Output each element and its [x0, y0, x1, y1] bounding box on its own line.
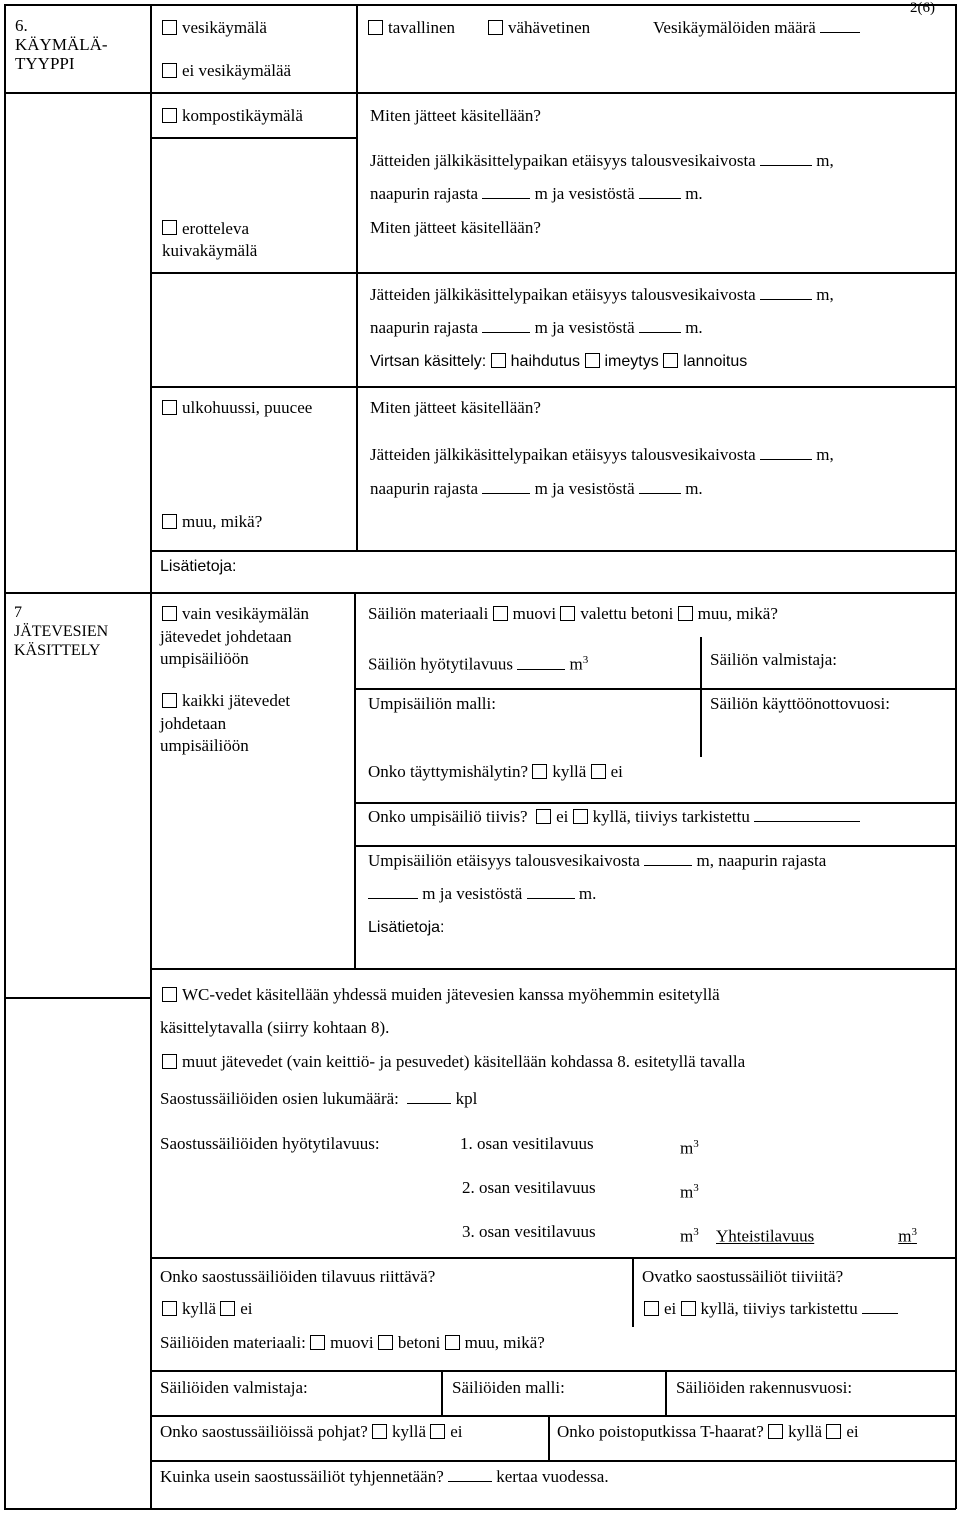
- osa3-label: 3. osan vesitilavuus: [462, 1222, 596, 1241]
- label: tavallinen: [388, 18, 456, 37]
- label: lannoitus: [683, 353, 748, 370]
- osa1-label: 1. osan vesitilavuus: [460, 1134, 594, 1153]
- divider: [665, 1370, 667, 1415]
- label: kyllä: [552, 762, 587, 781]
- umpisailion-etaisyys-line: [368, 851, 826, 871]
- blank-line[interactable]: [639, 184, 681, 199]
- section7-heading: 7 JÄTEVESIEN KÄSITTELY: [14, 604, 109, 659]
- blank-line[interactable]: [639, 479, 681, 494]
- divider: [632, 1257, 634, 1327]
- blank-line[interactable]: [482, 318, 530, 333]
- section6-heading: 6. KÄYMÄLÄ- TYYPPI: [15, 16, 108, 73]
- checkbox[interactable]: [162, 1301, 177, 1316]
- checkbox[interactable]: [826, 1424, 841, 1439]
- option-vesikaymala[interactable]: [162, 18, 267, 38]
- blank-line[interactable]: [368, 884, 418, 899]
- blank-line[interactable]: [760, 445, 812, 460]
- checkbox[interactable]: [372, 1424, 387, 1439]
- superscript: 3: [911, 1226, 917, 1238]
- label: haihdutus: [510, 353, 581, 370]
- blank-line[interactable]: [760, 151, 812, 166]
- label: m ja vesistöstä: [534, 318, 635, 337]
- label: muovi: [330, 1333, 374, 1352]
- option-ulkohuussi[interactable]: [162, 398, 312, 418]
- checkbox[interactable]: [162, 108, 177, 123]
- saostus-hyotytilavuus-label: Saostussäiliöiden hyötytilavuus:: [160, 1134, 380, 1153]
- label: WC-vedet käsitellään yhdessä muiden jätevesien kanssa myöhemmin esitetyllä: [182, 985, 720, 1004]
- option-kaikki-jatevedet[interactable]: [162, 691, 290, 711]
- option-muut-jatevedet[interactable]: [162, 1052, 745, 1072]
- blank-line[interactable]: [527, 884, 575, 899]
- label: naapurin rajasta: [370, 184, 479, 203]
- label: naapurin rajasta: [370, 479, 479, 498]
- sailioiden-valmistaja-label: Säiliöiden valmistaja:: [160, 1378, 308, 1397]
- option-erotteleva[interactable]: [162, 218, 257, 262]
- label: kyllä, tiiviys tarkistettu: [700, 1299, 858, 1318]
- label: vesikäymälä: [182, 18, 267, 37]
- unit: m.: [685, 318, 703, 337]
- sailion-materiaali-row: [368, 604, 778, 624]
- page-number: 2(6): [910, 0, 935, 16]
- label: ei: [240, 1299, 253, 1318]
- divider: [4, 592, 956, 594]
- label: m ja vesistöstä: [534, 184, 635, 203]
- label: Jätteiden jälkikäsittelypaikan etäisyys talousvesikaivosta: [370, 151, 756, 170]
- label: kyllä: [788, 1422, 823, 1441]
- naapurin-line: [370, 318, 703, 338]
- checkbox[interactable]: [585, 353, 600, 368]
- divider: [150, 550, 956, 552]
- border-right: [955, 4, 957, 1509]
- tilavuus-riittava-options: [162, 1299, 253, 1319]
- question-miten-jatteet: Miten jätteet käsitellään?: [370, 218, 541, 237]
- checkbox[interactable]: [768, 1424, 783, 1439]
- label: Jätteiden jälkikäsittelypaikan etäisyys talousvesikaivosta: [370, 445, 756, 464]
- label: kompostikäymälä: [182, 106, 303, 125]
- divider: [548, 1415, 550, 1460]
- divider: [150, 92, 956, 94]
- blank-line[interactable]: [760, 285, 812, 300]
- label: Saostussäiliöiden osien lukumäärä:: [160, 1089, 399, 1108]
- label: Säiliöiden materiaali:: [160, 1333, 306, 1352]
- divider: [354, 592, 356, 968]
- label: muu, mikä?: [697, 604, 778, 623]
- t-haarat-row: [557, 1422, 859, 1442]
- vesistosta-line: [368, 884, 596, 904]
- label: Onko täyttymishälytin?: [368, 762, 529, 781]
- option-vain-vesikaymalan[interactable]: [162, 604, 309, 624]
- option-muu-mika[interactable]: [162, 512, 262, 532]
- label: muovi: [512, 604, 557, 623]
- checkbox[interactable]: [445, 1335, 460, 1350]
- label: ei: [610, 762, 623, 781]
- label: betoni: [397, 1333, 441, 1352]
- divider: [150, 137, 356, 139]
- label: Yhteistilavuus: [716, 1226, 815, 1246]
- label: m ja vesistöstä: [534, 479, 635, 498]
- etaisyys-line: [370, 445, 834, 465]
- osa3-unit: [680, 1222, 699, 1247]
- border-bottom: [4, 1508, 956, 1510]
- sailion-hyotytilavuus-field: [368, 650, 588, 675]
- checkbox[interactable]: [536, 809, 551, 824]
- label: Kuinka usein saostussäiliöt tyhjennetään?: [160, 1467, 444, 1486]
- checkbox[interactable]: [591, 764, 606, 779]
- unit: m,: [816, 151, 834, 170]
- option-wc-vedet[interactable]: [162, 985, 720, 1005]
- osa2-unit: [680, 1178, 699, 1203]
- vesikaymaloiden-maara-field[interactable]: [653, 18, 860, 38]
- naapurin-line: [370, 479, 703, 499]
- superscript: 3: [693, 1182, 699, 1194]
- sailioiden-materiaali-row: [160, 1333, 545, 1353]
- label: muu, mikä?: [464, 1333, 545, 1352]
- checkbox[interactable]: [162, 63, 177, 78]
- label: ei: [556, 807, 569, 826]
- divider: [354, 688, 956, 690]
- lisatietoja-label: Lisätietoja:: [368, 919, 445, 936]
- tyhjennys-row: [160, 1467, 609, 1487]
- label: ei: [664, 1299, 677, 1318]
- label: ei vesikäymälää: [182, 61, 292, 80]
- label: Umpisäiliön etäisyys talousvesikaivosta: [368, 851, 640, 870]
- blank-line[interactable]: [639, 318, 681, 333]
- osa1-unit: [680, 1134, 699, 1159]
- option-tavallinen[interactable]: [368, 18, 455, 38]
- divider: [150, 1257, 956, 1259]
- divider: [150, 386, 956, 388]
- blank-line[interactable]: [482, 184, 530, 199]
- divider: [150, 968, 956, 970]
- unit: kpl: [455, 1089, 478, 1108]
- checkbox[interactable]: [491, 353, 506, 368]
- checkbox[interactable]: [678, 606, 693, 621]
- checkbox[interactable]: [220, 1301, 235, 1316]
- border-left: [4, 4, 6, 1509]
- lisatietoja-label: Lisätietoja:: [160, 558, 237, 575]
- label: valettu betoni: [580, 604, 674, 623]
- question-miten-jatteet: Miten jätteet käsitellään?: [370, 106, 541, 125]
- label: m ja vesistöstä: [422, 884, 523, 903]
- tilavuus-riittava-question: Onko saostussäiliöiden tilavuus riittävä?: [160, 1267, 436, 1286]
- label: Vesikäymälöiden määrä: [653, 18, 816, 37]
- label: erotteleva kuivakäymälä: [162, 219, 258, 260]
- checkbox[interactable]: [310, 1335, 325, 1350]
- label: muut jätevedet (vain keittiö- ja pesuvedet) käsitellään kohdassa 8. esitetyllä tavalla: [182, 1052, 746, 1071]
- label: muu, mikä?: [182, 512, 263, 531]
- unit: m: [569, 654, 583, 674]
- checkbox[interactable]: [430, 1424, 445, 1439]
- blank-line[interactable]: [820, 18, 860, 33]
- kasittelytavalla-text: käsittelytavalla (siirry kohtaan 8).: [160, 1018, 390, 1037]
- divider: [700, 637, 702, 757]
- divider: [4, 997, 152, 999]
- tiiviita-question: Ovatko saostussäiliöt tiiviitä?: [642, 1267, 844, 1286]
- checkbox[interactable]: [644, 1301, 659, 1316]
- label: vähävetinen: [508, 18, 591, 37]
- checkbox[interactable]: [162, 220, 177, 235]
- superscript: 3: [693, 1138, 699, 1150]
- checkbox[interactable]: [162, 20, 177, 35]
- unit: m,: [816, 445, 834, 464]
- label: m, naapurin rajasta: [696, 851, 827, 870]
- divider: [150, 1370, 956, 1372]
- etaisyys-line: [370, 151, 834, 171]
- vain-vesikaymalan-rest: jätevedet johdetaan umpisäiliöön: [160, 627, 292, 668]
- label: kertaa vuodessa.: [496, 1467, 609, 1486]
- umpisailio-tiivis-row: [368, 807, 860, 827]
- checkbox[interactable]: [663, 353, 678, 368]
- checkbox[interactable]: [162, 693, 177, 708]
- yhteistilavuus-field[interactable]: [716, 1222, 917, 1247]
- blank-line[interactable]: [448, 1467, 492, 1482]
- sailion-valmistaja-label: Säiliön valmistaja:: [710, 650, 838, 669]
- blank-line[interactable]: [407, 1089, 451, 1104]
- unit: m.: [578, 884, 597, 903]
- superscript: 3: [693, 1226, 699, 1238]
- sailioiden-rakennusvuosi-label: Säiliöiden rakennusvuosi:: [676, 1378, 853, 1397]
- divider: [441, 1370, 443, 1415]
- option-ei-vesikaymalaa[interactable]: [162, 61, 291, 81]
- kaikki-jatevedet-rest: johdetaan umpisäiliöön: [160, 714, 249, 755]
- sailion-kayttoonottovuosi-label: Säiliön käyttöönottovuosi:: [710, 694, 890, 713]
- checkbox[interactable]: [573, 809, 588, 824]
- divider: [354, 802, 956, 804]
- label: kyllä, tiiviys tarkistettu: [592, 807, 750, 826]
- unit: m: [680, 1226, 694, 1246]
- checkbox[interactable]: [162, 987, 177, 1002]
- etaisyys-line: [370, 285, 834, 305]
- label: ulkohuussi, puucee: [182, 398, 313, 417]
- divider: [354, 845, 956, 847]
- option-kompostikaymala[interactable]: [162, 106, 303, 126]
- checkbox[interactable]: [560, 606, 575, 621]
- unit: m.: [685, 184, 703, 203]
- virtsan-kasittely-row: [370, 352, 747, 372]
- checkbox[interactable]: [162, 1054, 177, 1069]
- unit: m: [898, 1226, 912, 1246]
- border-top: [4, 4, 956, 6]
- label: Jätteiden jälkikäsittelypaikan etäisyys talousvesikaivosta: [370, 285, 756, 304]
- divider: [356, 4, 358, 550]
- checkbox[interactable]: [532, 764, 547, 779]
- divider: [150, 272, 956, 274]
- divider: [150, 1415, 956, 1417]
- naapurin-line: [370, 184, 703, 204]
- tiiviita-options: [644, 1299, 898, 1319]
- divider: [4, 92, 150, 94]
- checkbox[interactable]: [488, 20, 503, 35]
- umpisailion-malli-label: Umpisäiliön malli:: [368, 694, 496, 713]
- label: imeytys: [604, 353, 659, 370]
- unit: m,: [816, 285, 834, 304]
- blank-line[interactable]: [862, 1299, 898, 1314]
- checkbox[interactable]: [162, 400, 177, 415]
- column-divider: [150, 4, 152, 1509]
- checkbox[interactable]: [493, 606, 508, 621]
- label: ei: [846, 1422, 859, 1441]
- unit: m: [680, 1138, 694, 1158]
- blank-line[interactable]: [517, 655, 565, 670]
- unit: m.: [685, 479, 703, 498]
- label: Onko saostussäiliöissä pohjat?: [160, 1422, 368, 1441]
- label: kyllä: [182, 1299, 216, 1318]
- blank-line[interactable]: [754, 807, 860, 822]
- label: Virtsan käsittely:: [370, 353, 487, 370]
- checkbox[interactable]: [162, 514, 177, 529]
- saostus-osien-field: [160, 1089, 477, 1109]
- blank-line[interactable]: [644, 851, 692, 866]
- osa2-label: 2. osan vesitilavuus: [462, 1178, 596, 1197]
- checkbox[interactable]: [368, 20, 383, 35]
- superscript: 3: [582, 654, 589, 666]
- question-miten-jatteet: Miten jätteet käsitellään?: [370, 398, 541, 417]
- label: ei: [450, 1422, 463, 1441]
- checkbox[interactable]: [378, 1335, 393, 1350]
- label: naapurin rajasta: [370, 318, 479, 337]
- label: vain vesikäymälän: [182, 604, 309, 623]
- checkbox[interactable]: [162, 606, 177, 621]
- option-vahavetinen[interactable]: [488, 18, 590, 38]
- label: Onko poistoputkissa T-haarat?: [557, 1422, 764, 1441]
- blank-line[interactable]: [482, 479, 530, 494]
- label: kaikki jätevedet: [182, 691, 291, 710]
- checkbox[interactable]: [681, 1301, 696, 1316]
- label: Säiliön hyötytilavuus: [368, 654, 513, 674]
- tayttymishalytin-row: [368, 762, 623, 782]
- sailioiden-malli-label: Säiliöiden malli:: [452, 1378, 565, 1397]
- label: kyllä: [392, 1422, 427, 1441]
- pohjat-row: [160, 1422, 463, 1442]
- divider: [150, 1460, 956, 1462]
- label: Säiliön materiaali: [368, 604, 489, 623]
- unit: m: [680, 1182, 694, 1202]
- label: Onko umpisäiliö tiivis?: [368, 807, 528, 826]
